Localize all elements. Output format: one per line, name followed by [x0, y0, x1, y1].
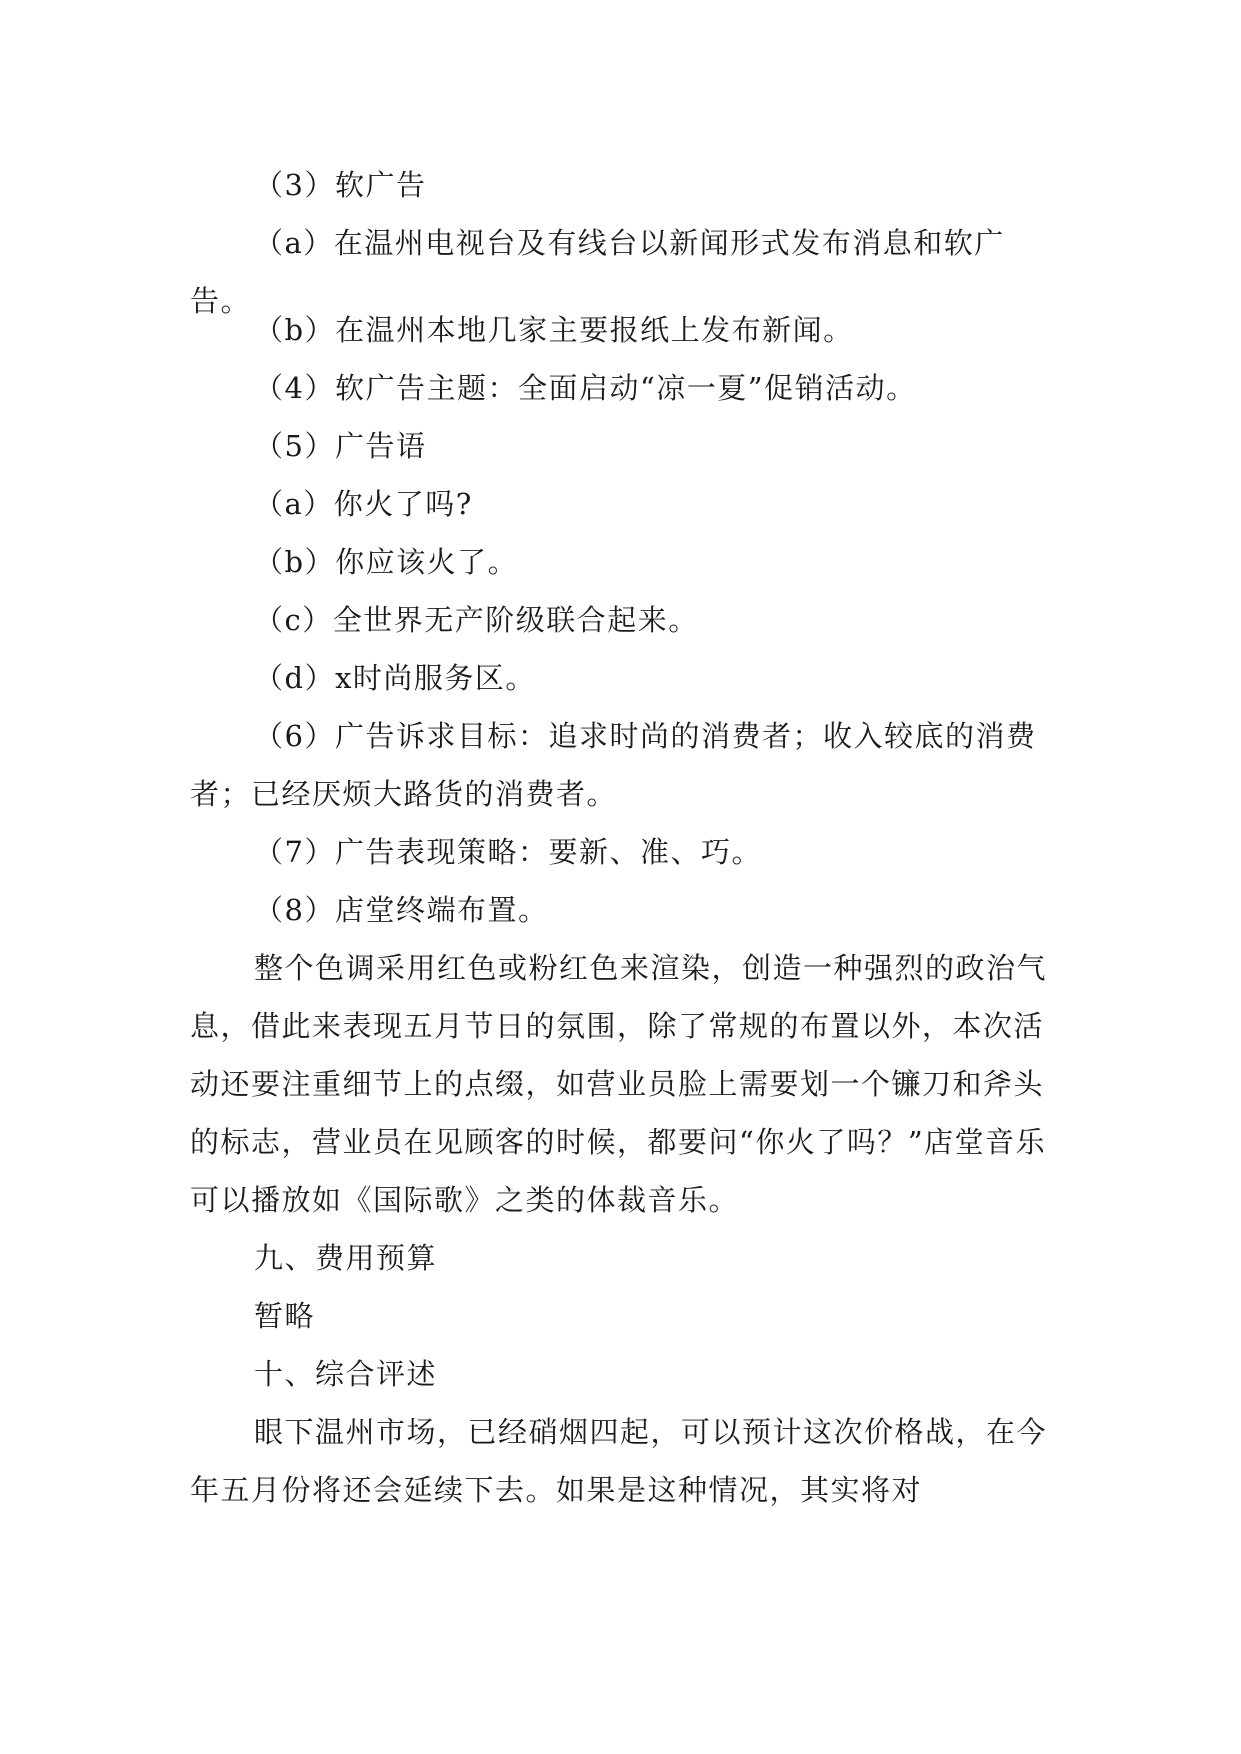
section-heading-budget: 九、费用预算 [254, 1241, 438, 1275]
paragraph-ad-strategy: （7）广告表现策略：要新、准、巧。 [254, 835, 762, 869]
paragraph-slogan-c: （c）全世界无产阶级联合起来。 [254, 603, 699, 637]
paragraph-soft-ad-theme: （4）软广告主题：全面启动“凉一夏”促销活动。 [254, 371, 917, 405]
paragraph-store-layout-detail: 整个色调采用红色或粉红色来渲染，创造一种强烈的政治气息，借此来表现五月节日的氛围，除了常规的布置以外，本次活动还要注重细节上的点缀，如营业员脸上需要划一个镰刀和斧头的标志，营业员在见顾客的时候，都要问“你火了吗？”店堂音乐可以播放如《国际歌》之类的体裁音乐。 [190, 951, 1048, 1217]
paragraph-budget-omitted: 暂略 [254, 1299, 316, 1333]
paragraph-slogan-a: （a）你火了吗? [254, 487, 473, 521]
paragraph-soft-ad-heading: （3）软广告 [254, 168, 427, 202]
paragraph-slogan-b: （b）你应该火了。 [254, 545, 519, 579]
paragraph-slogan-d: （d）x时尚服务区。 [254, 661, 536, 695]
section-heading-summary: 十、综合评述 [254, 1357, 438, 1391]
paragraph-soft-ad-b: （b）在温州本地几家主要报纸上发布新闻。 [254, 313, 854, 347]
paragraph-summary: 眼下温州市场，已经硝烟四起，可以预计这次价格战，在今年五月份将还会延续下去。如果是这种情况，其实将对 [190, 1415, 1048, 1507]
paragraph-soft-ad-a: （a）在温州电视台及有线台以新闻形式发布消息和软广告。 [190, 226, 1005, 318]
paragraph-store-layout: （8）店堂终端布置。 [254, 893, 549, 927]
paragraph-slogan-heading: （5）广告语 [254, 429, 427, 463]
paragraph-ad-target: （6）广告诉求目标：追求时尚的消费者；收入较底的消费者；已经厌烦大路货的消费者。 [190, 719, 1037, 811]
